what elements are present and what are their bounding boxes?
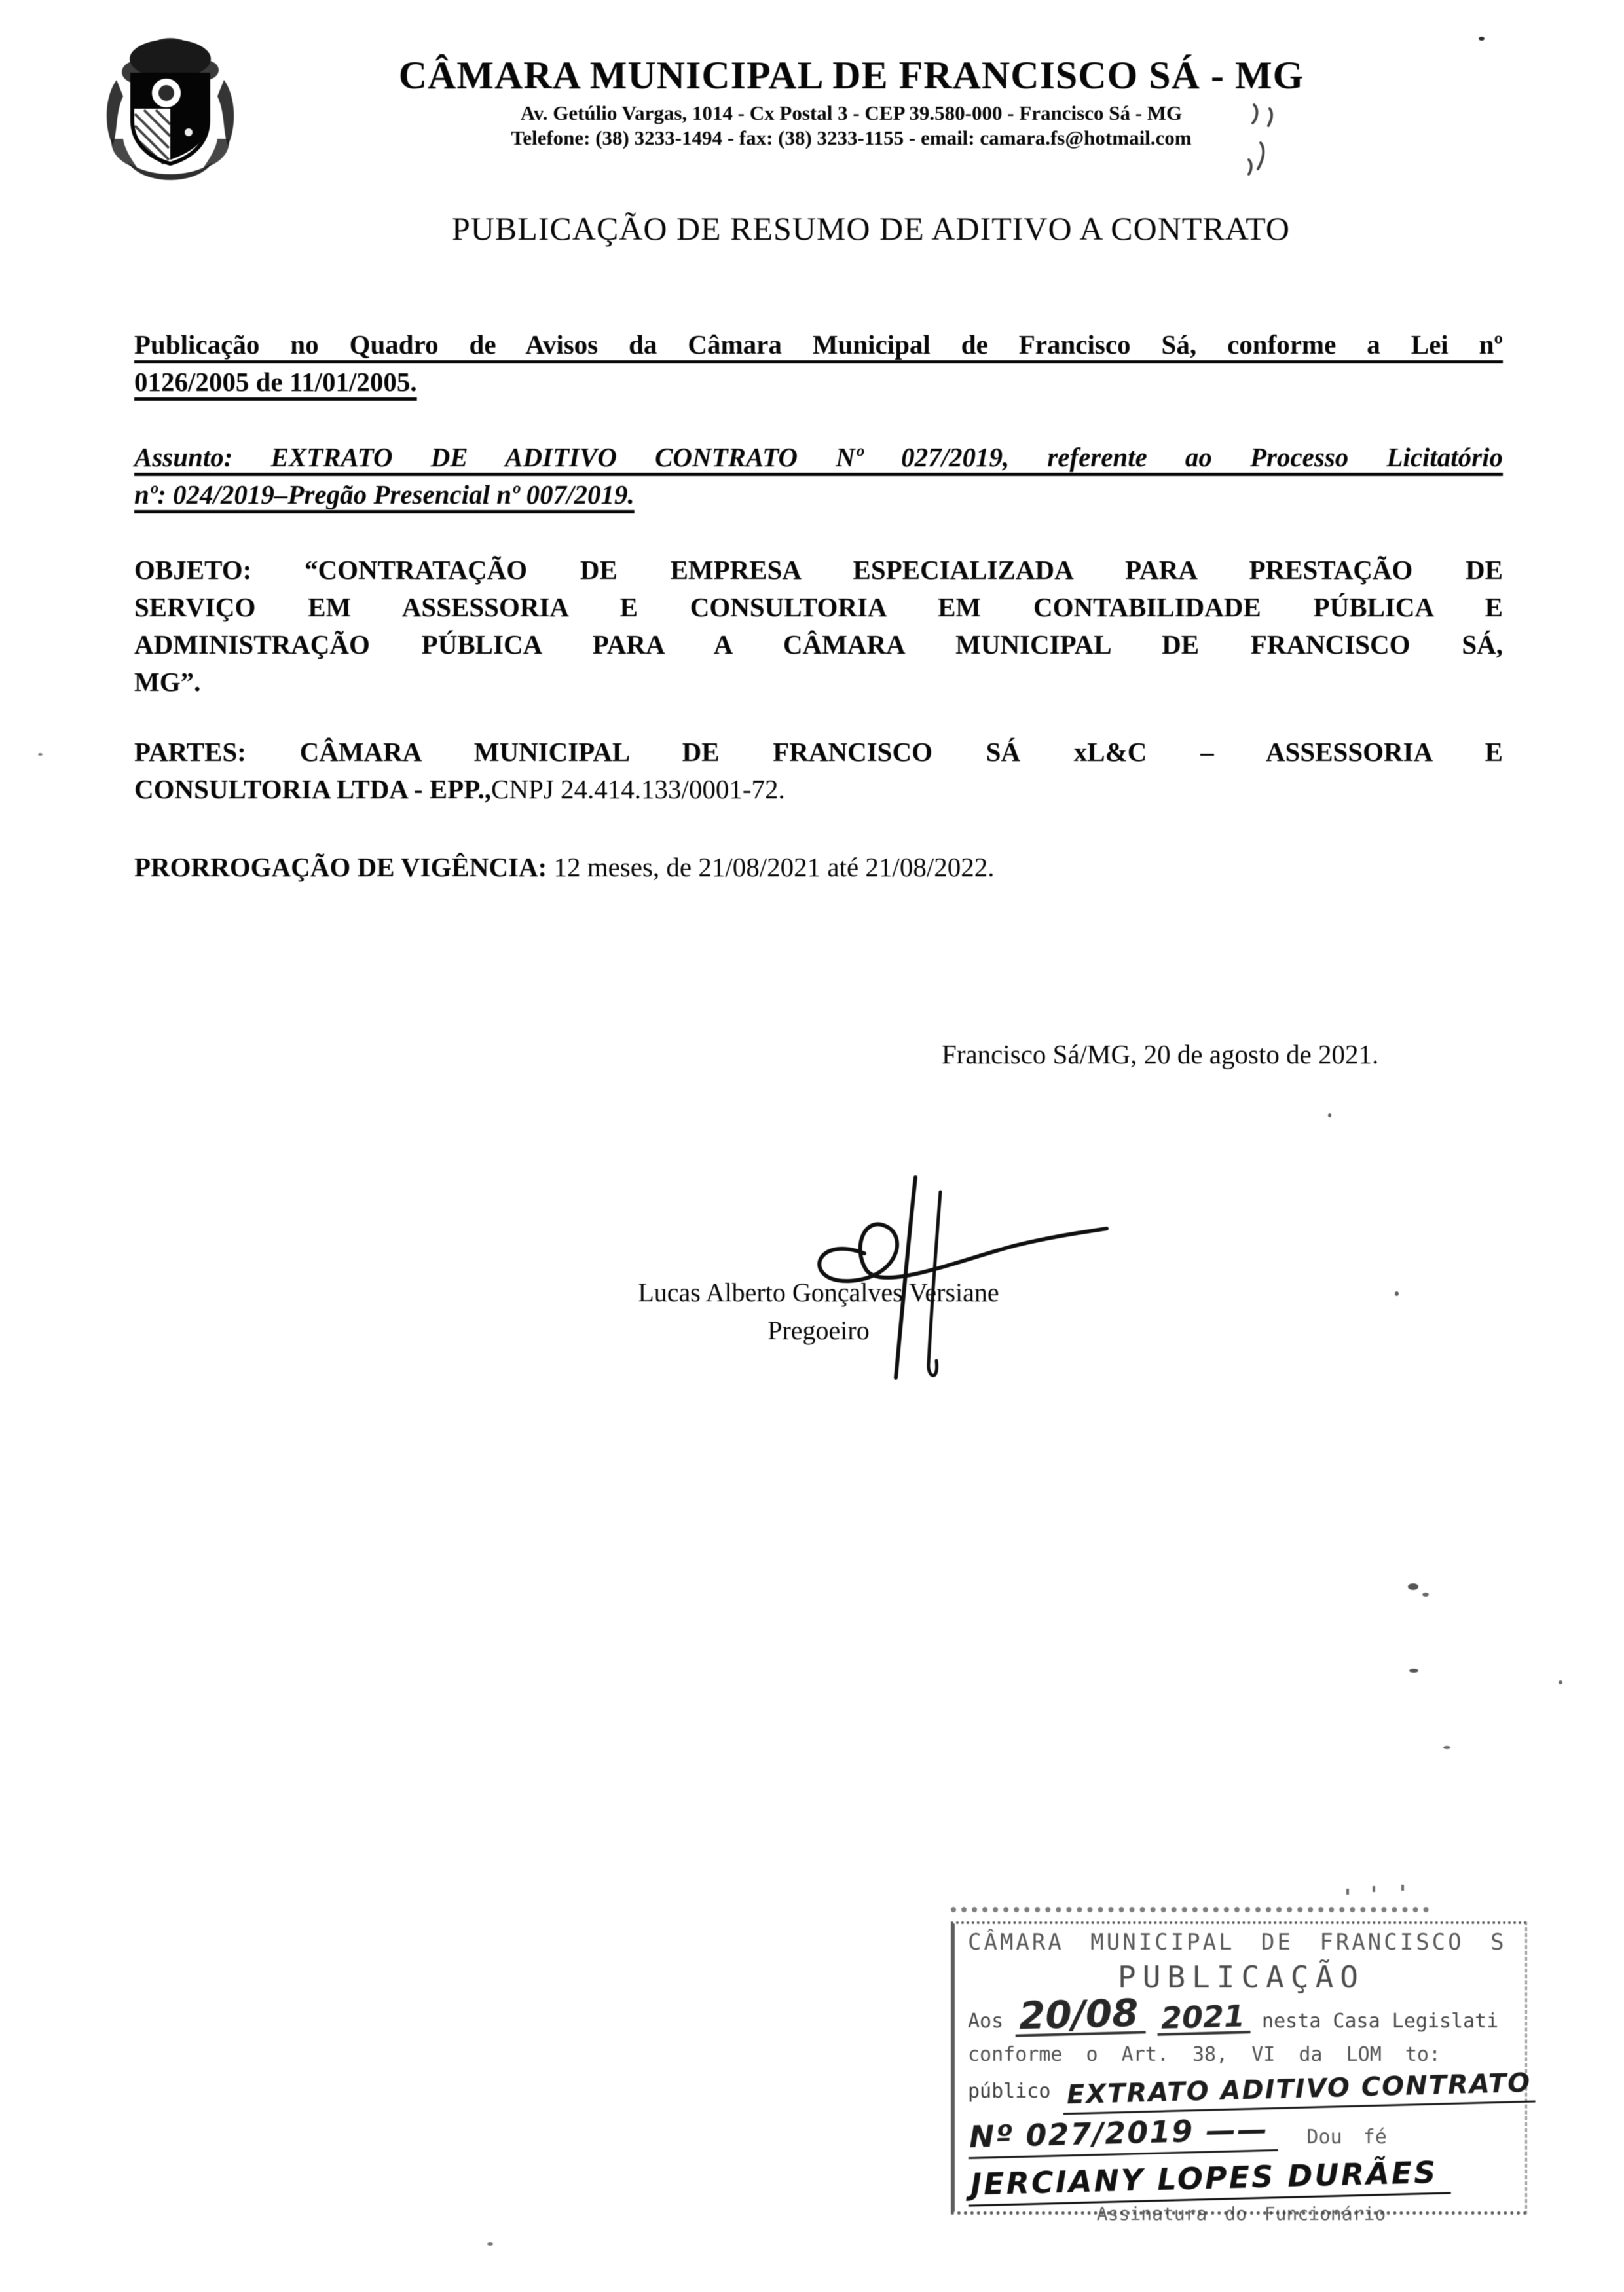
stamp-handwritten-day-month: 20/08 [1015, 1995, 1146, 2037]
scan-speck [1409, 1669, 1418, 1673]
org-contact: Telefone: (38) 3233-1494 - fax: (38) 3233-1155 - email: camara.fs@hotmail.com [511, 126, 1192, 149]
stamp-number-row [968, 2111, 1515, 2155]
stamp-handwritten-signature: JERCIANY LOPES DURÃES [967, 2154, 1451, 2207]
scan-speck [487, 2242, 493, 2246]
stamp-date-row [968, 1990, 1515, 2039]
org-name: CÂMARA MUNICIPAL DE FRANCISCO SÁ - MG [398, 54, 1304, 97]
stamp-handwritten-subject: EXTRATO ADITIVO CONTRATO [1062, 2068, 1535, 2115]
pen-marks [1241, 97, 1306, 195]
paragraph-line: SERVIÇO EM ASSESSORIA E CONSULTORIA EM CONTABILIDADE PÚBLICA E [134, 592, 1503, 622]
scan-speck [1346, 1889, 1349, 1895]
stamp-publico-label: público [968, 2080, 1051, 2103]
scan-speck [1328, 1113, 1331, 1117]
place-date-line: Francisco Sá/MG, 20 de agosto de 2021. [942, 1039, 1379, 1069]
paragraph-line [134, 771, 1503, 808]
scan-speck [1422, 1593, 1429, 1597]
paragraph-publication-notice [134, 326, 1503, 401]
scan-speck [1373, 1886, 1375, 1892]
paragraph-line: ADMINISTRAÇÃO PÚBLICA PARA A CÂMARA MUNICIPAL DE FRANCISCO SÁ, [134, 629, 1503, 659]
stamp-handwritten-number: Nº 027/2019 —— [967, 2111, 1278, 2159]
stamp-signature-row [968, 2154, 1515, 2202]
paragraph-line: PARTES: CÂMARA MUNICIPAL DE FRANCISCO SÁ xL&C – ASSESSORIA E [134, 737, 1503, 767]
paragraph-objeto [134, 551, 1503, 701]
prorrogacao-text: 12 meses, de 21/08/2021 até 21/08/2022. [547, 852, 995, 882]
paragraph-partes [134, 733, 1503, 808]
paragraph-line: MG”. [134, 667, 201, 697]
document-title: PUBLICAÇÃO DE RESUMO DE ADITIVO A CONTRATO [451, 210, 1291, 247]
paragraph-line: nº: 024/2019–Pregão Presencial nº 007/2019. [134, 479, 635, 509]
stamp-caption: Assinatura do Funcionário [1096, 2203, 1386, 2225]
partes-company: CONSULTORIA LTDA - EPP., [134, 774, 491, 804]
letterhead [314, 55, 1388, 150]
partes-cnpj: CNPJ 24.414.133/0001-72. [490, 774, 785, 804]
org-address: Av. Getúlio Vargas, 1014 - Cx Postal 3 - CEP 39.580-000 - Francisco Sá - MG [520, 102, 1183, 124]
publication-stamp [951, 1921, 1532, 2225]
scan-speck [1408, 1583, 1418, 1590]
stamp-law-line: conforme o Art. 38, VI da LOM to: [968, 2043, 1441, 2067]
prorrogacao-label: PRORROGAÇÃO DE VIGÊNCIA: [134, 852, 547, 882]
scan-speck [1559, 1680, 1562, 1684]
signer-role: Pregoeiro [767, 1316, 870, 1345]
paragraph-assunto [134, 439, 1503, 513]
paragraph-line: OBJETO: “CONTRATAÇÃO DE EMPRESA ESPECIALIZADA PARA PRESTAÇÃO DE [134, 555, 1503, 585]
scan-speck [1395, 1291, 1399, 1296]
signer-name: Lucas Alberto Gonçalves Versiane [638, 1278, 999, 1307]
scan-speck [38, 753, 43, 756]
scan-speck [1443, 1746, 1450, 1749]
scan-speck [1401, 1885, 1404, 1891]
stamp-title: PUBLICAÇÃO [1118, 1959, 1365, 1995]
stamp-date-suffix: nesta Casa Legislati [1262, 2010, 1499, 2033]
stamp-org-line: CÂMARA MUNICIPAL DE FRANCISCO S [968, 1929, 1507, 1955]
paragraph-prorrogacao [134, 849, 1503, 886]
stamp-dou-fe: Dou fé [1306, 2126, 1387, 2149]
stamp-handwritten-year: 2021 [1156, 2003, 1250, 2036]
municipal-coat-of-arms-icon [98, 34, 242, 185]
stamp-date-prefix: Aos [968, 2010, 1004, 2033]
paragraph-line: Assunto: EXTRATO DE ADITIVO CONTRATO Nº 027/2019, referente ao Processo Licitatório [134, 442, 1503, 472]
paragraph-line: 0126/2005 de 11/01/2005. [134, 367, 417, 397]
paragraph-line: Publicação no Quadro de Avisos da Câmara Municipal de Francisco Sá, conforme a Lei nº [134, 329, 1503, 360]
stamp-top-noise [951, 1907, 1429, 1919]
stamp-subject-row [968, 2067, 1532, 2111]
scan-speck [1479, 37, 1485, 41]
